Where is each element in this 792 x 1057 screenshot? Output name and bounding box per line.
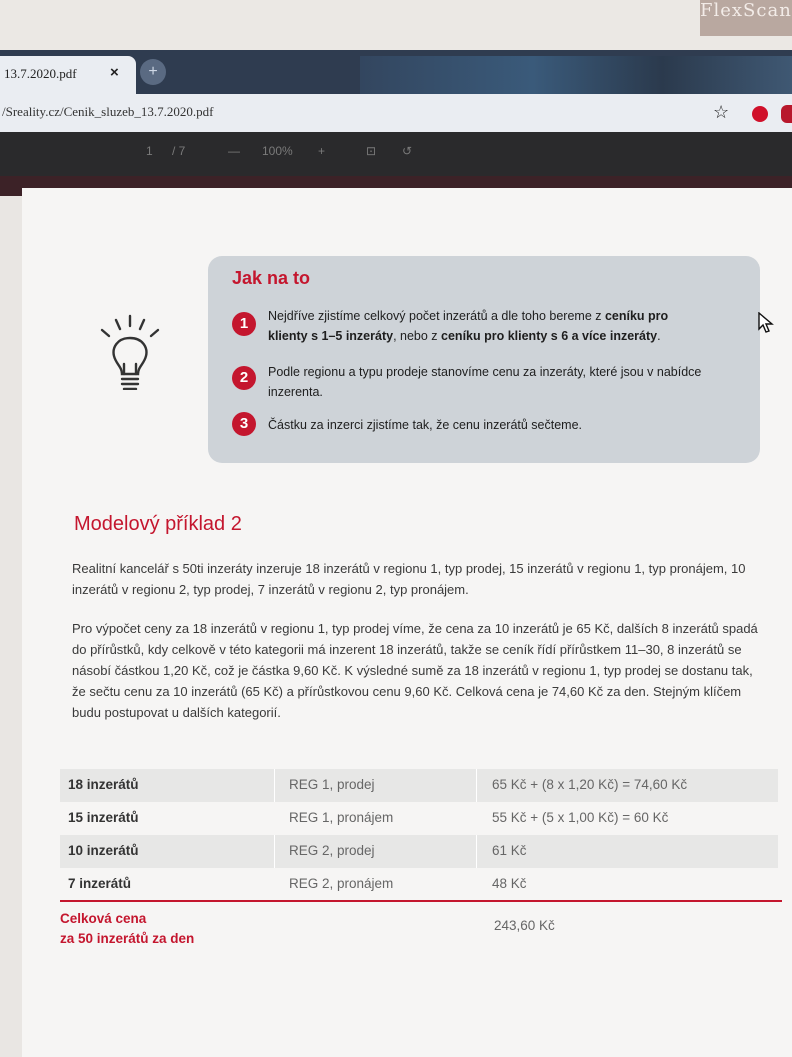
tab-title: 13.7.2020.pdf bbox=[4, 66, 77, 81]
step-number-3: 3 bbox=[232, 412, 256, 436]
browser-tab[interactable] bbox=[0, 56, 136, 94]
step-text-2: Podle regionu a typu prodeje stanovíme cenu za inzeráty, které jsou v nabídce inzerenta. bbox=[268, 365, 702, 399]
rotate-icon[interactable]: ↺ bbox=[402, 144, 413, 158]
total-value: 243,60 Kč bbox=[494, 918, 555, 933]
monitor-bezel bbox=[0, 0, 792, 50]
close-icon[interactable]: × bbox=[110, 64, 119, 81]
table-cell-region: REG 2, prodej bbox=[289, 843, 375, 858]
table-cell-price: 55 Kč + (5 x 1,00 Kč) = 60 Kč bbox=[492, 810, 669, 825]
table-cell-count: 15 inzerátů bbox=[68, 810, 139, 825]
how-to-box bbox=[208, 256, 760, 463]
section-title: Modelový příklad 2 bbox=[74, 513, 242, 535]
page-total: / 7 bbox=[172, 144, 186, 158]
pdf-page bbox=[22, 188, 792, 1057]
table-row bbox=[60, 868, 778, 901]
how-to-title: Jak na to bbox=[232, 268, 311, 288]
step-number-1: 1 bbox=[232, 312, 256, 336]
table-row bbox=[60, 802, 778, 835]
table-row bbox=[60, 835, 778, 868]
total-label-line-2: za 50 inzerátů za den bbox=[60, 931, 195, 946]
table-cell-region: REG 1, pronájem bbox=[289, 810, 394, 825]
extension-icon[interactable] bbox=[752, 106, 768, 122]
page-number-input[interactable]: 1 bbox=[146, 144, 153, 158]
new-tab-button[interactable]: + bbox=[140, 59, 166, 85]
lightbulb-icon bbox=[100, 312, 160, 390]
table-cell-price: 48 Kč bbox=[492, 876, 527, 891]
table-cell-region: REG 2, pronájem bbox=[289, 876, 394, 891]
table-cell-count: 10 inzerátů bbox=[68, 843, 139, 858]
pdf-toolbar bbox=[0, 132, 792, 176]
fit-page-icon[interactable]: ⊡ bbox=[366, 144, 377, 158]
zoom-out-button[interactable]: — bbox=[228, 144, 240, 158]
scanner-logo: FlexScan bbox=[700, 0, 792, 36]
table-cell-count: 18 inzerátů bbox=[68, 777, 139, 792]
table-cell-price: 61 Kč bbox=[492, 843, 527, 858]
tab-bar-background bbox=[360, 56, 792, 94]
star-icon[interactable]: ☆ bbox=[713, 102, 730, 122]
total-label bbox=[60, 909, 194, 949]
address-bar[interactable] bbox=[0, 94, 792, 132]
column-divider bbox=[476, 769, 477, 802]
step-text-3: Částku za inzerci zjistíme tak, že cenu inzerátů sečteme. bbox=[268, 418, 583, 432]
table-cell-price: 65 Kč + (8 x 1,20 Kč) = 74,60 Kč bbox=[492, 777, 688, 792]
example-paragraph-1: Realitní kancelář s 50ti inzeráty inzeruje 18 inzerátů v regionu 1, typ prodej, 15 inzerátů v regionu 1, typ pronájem, 10 inzerátů v regionu 2, typ prodej, 7 inzerátů v regionu 2, typ pronájem. bbox=[72, 561, 746, 597]
mouse-cursor-icon bbox=[758, 312, 774, 334]
total-label-line-1: Celková cena bbox=[60, 911, 147, 926]
zoom-level[interactable]: 100% bbox=[262, 144, 293, 158]
zoom-in-button[interactable]: + bbox=[318, 144, 326, 158]
column-divider bbox=[476, 835, 477, 868]
url-text[interactable]: /Sreality.cz/Cenik_sluzeb_13.7.2020.pdf bbox=[2, 104, 214, 119]
table-cell-region: REG 1, prodej bbox=[289, 777, 375, 792]
column-divider bbox=[274, 835, 275, 868]
step-number-2: 2 bbox=[232, 366, 256, 390]
table-cell-count: 7 inzerátů bbox=[68, 876, 132, 891]
example-paragraph-2: Pro výpočet ceny za 18 inzerátů v regionu 1, typ prodej víme, že cena za 10 inzerátů je 65 Kč, dalších 8 inzerátů spadá do přírůstků, kdy celkově v této kategorii má inzerent 18 inzerátů, takže se ceník řídí přírůstkem 11–30, 8 inzerátů se násobí částkou 1,20 Kč, což je částka 9,60 Kč. K výsledné sumě za 18 inzerátů v regionu 1, typ prodej se dostanu tak, že sečtu cenu za 10 inzerátů (65 Kč) a přírůstkovou cenu 9,60 Kč. Celková cena je 74,60 Kč za den. Stejným klíčem budu postupovat u dalších kategorií. bbox=[72, 621, 758, 720]
browser-tab-bar bbox=[0, 50, 792, 94]
extension-icon-2[interactable] bbox=[781, 105, 792, 123]
step-text-1: Nejdříve zjistíme celkový počet inzerátů a dle toho bereme z ceníku pro klienty s 1–5 inzeráty, nebo z ceníku pro klienty s 6 a více inzeráty. bbox=[268, 309, 669, 343]
table-row bbox=[60, 769, 778, 802]
price-table bbox=[60, 769, 778, 901]
total-divider bbox=[60, 900, 782, 902]
column-divider bbox=[274, 769, 275, 802]
